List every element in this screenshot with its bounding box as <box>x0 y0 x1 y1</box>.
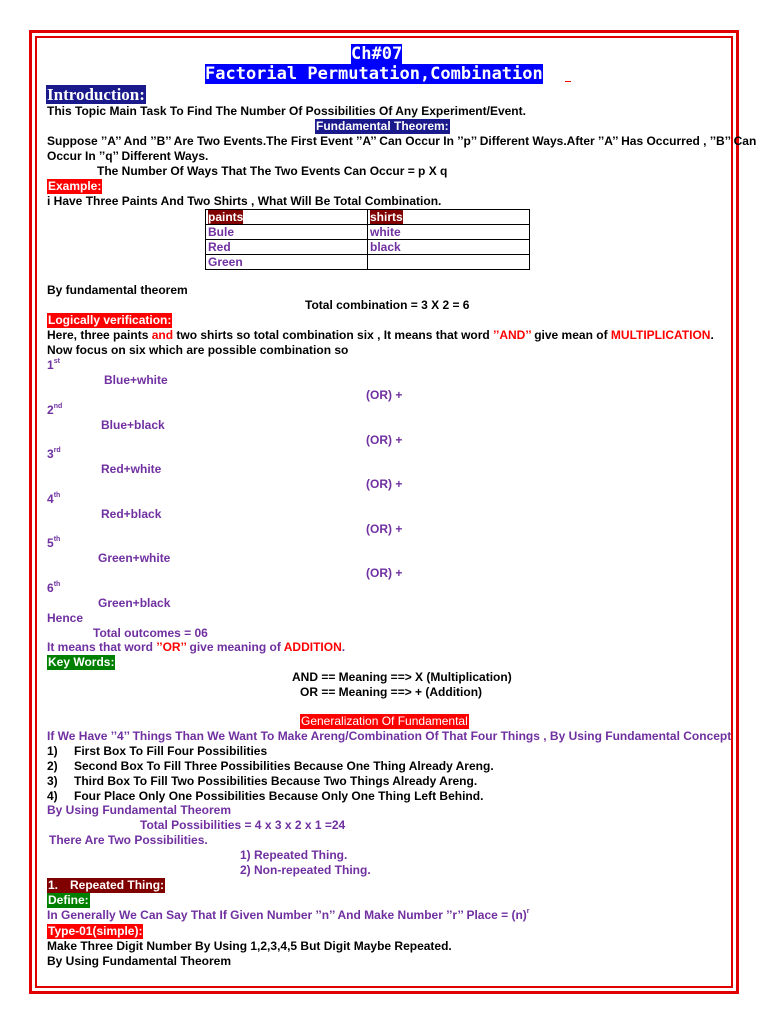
total-combination: Total combination = 3 X 2 = 6 <box>305 298 470 312</box>
table-cell: Red <box>206 240 368 255</box>
intro-text: This Topic Main Task To Find The Number Of Possibilities Of Any Experiment/Event. <box>47 104 526 118</box>
or-plus: (OR) + <box>366 566 403 580</box>
logic-label: Logically verification: <box>48 313 172 327</box>
step-number: 3) <box>47 774 58 788</box>
ordinal-num: 3 <box>47 447 54 461</box>
repeated-heading-text: Repeated Thing: <box>70 878 165 892</box>
example-label: Example: <box>48 179 102 193</box>
table-cell: white <box>368 225 530 240</box>
item-ordinal <box>47 536 60 551</box>
ordinal-num: 5 <box>47 536 54 550</box>
step-number: 4) <box>47 789 58 803</box>
type-by-theorem: By Using Fundamental Theorem <box>47 954 232 968</box>
or-plus: (OR) + <box>366 477 403 491</box>
combination-item: Red+black <box>101 507 162 521</box>
item-ordinal <box>47 447 61 462</box>
fundamental-formula: The Number Of Ways That The Two Events Can Occur = p X q <box>97 164 448 178</box>
combination-item: Red+white <box>101 462 162 476</box>
logic-line1 <box>47 328 714 343</box>
possibility-repeated: 1) Repeated Thing. <box>240 848 348 862</box>
generalization-intro: If We Have ’’4’’ Things Than We Want To Make Areng/Combination Of That Four Things , By Using Fundamental Concept <box>47 729 732 743</box>
combination-item: Blue+white <box>104 373 168 387</box>
type-question: Make Three Digit Number By Using 1,2,3,4,5 But Digit Maybe Repeated. <box>47 939 452 953</box>
step-number: 2) <box>47 759 58 773</box>
combination-item: Blue+black <box>101 418 165 432</box>
table-row <box>206 240 530 255</box>
type-label: Type-01(simple): <box>48 924 143 938</box>
item-ordinal <box>47 403 62 418</box>
table-cell: black <box>368 240 530 255</box>
or-line-a: It means that word <box>47 640 157 654</box>
ordinal-num: 2 <box>47 403 54 417</box>
fundamental-line1: Suppose ’’A’’ And ’’B’’ Are Two Events.The First Event ’’A’’ Can Occur In ’’p’’ Different Ways.After ’’A’’ Has Occurred , ’’B’’ Can <box>47 134 757 148</box>
generalization-heading: Generalization Of Fundamental <box>301 714 468 728</box>
keyword-and: AND == Meaning ==> X (Multiplication) <box>292 670 512 684</box>
ordinal-sup: th <box>53 581 61 588</box>
paints-shirts-table <box>205 209 530 270</box>
chapter-title: Ch#07 <box>351 44 403 64</box>
keyword-or: OR == Meaning ==> + (Addition) <box>300 685 483 699</box>
ordinal-sup: nd <box>53 403 63 410</box>
logic-line1-d: . <box>710 328 714 342</box>
step-text: Four Place Only One Possibilities Because Only One Thing Left Behind. <box>74 789 484 803</box>
chapter-subject: Factorial Permutation,Combination <box>205 64 543 84</box>
table-cell: Green <box>206 255 368 270</box>
logic-and-quoted: ’’AND’’ <box>493 328 531 342</box>
table-header-cell <box>368 210 530 225</box>
ordinal-num: 6 <box>47 581 54 595</box>
table-cell <box>368 255 530 270</box>
keywords-label: Key Words: <box>48 655 115 669</box>
header-shirts: shirts <box>370 210 403 224</box>
combination-item: Green+black <box>98 596 171 610</box>
item-ordinal <box>47 581 60 596</box>
logic-line1-c: give mean of <box>530 328 611 342</box>
total-possibilities: Total Possibilities = 4 x 3 x 2 x 1 =24 <box>140 818 346 832</box>
ordinal-sup: rd <box>53 447 61 454</box>
or-quoted: ’’OR’’ <box>156 640 187 654</box>
example-question: i Have Three Paints And Two Shirts , What Will Be Total Combination. <box>47 194 442 208</box>
define-text-body: In Generally We Can Say That If Given Number ’’n’’ And Make Number ’’r’’ Place = (n) <box>47 908 527 922</box>
fundamental-line2: Occur In ’’q’’ Different Ways. <box>47 149 209 163</box>
or-line-b: give meaning of <box>186 640 284 654</box>
or-plus: (OR) + <box>366 433 403 447</box>
logic-line1-a: Here, three paints <box>47 328 152 342</box>
item-ordinal <box>47 358 60 373</box>
define-label: Define: <box>48 893 89 907</box>
by-using-theorem: By Using Fundamental Theorem <box>47 803 232 817</box>
or-plus: (OR) + <box>366 388 403 402</box>
logic-line1-b: two shirts so total combination six , It means that word <box>173 328 494 342</box>
by-fundamental-theorem: By fundamental theorem <box>47 283 188 297</box>
define-exponent: r <box>526 908 530 915</box>
addition-word: ADDITION <box>283 640 342 654</box>
item-ordinal <box>47 492 60 507</box>
title-underline-mark <box>565 81 571 82</box>
possibility-non-repeated: 2) Non-repeated Thing. <box>240 863 371 877</box>
step-text: Second Box To Fill Three Possibilities Because One Thing Already Areng. <box>74 759 494 773</box>
table-row <box>206 255 530 270</box>
total-outcomes: Total outcomes = 06 <box>93 626 208 640</box>
ordinal-num: 1 <box>47 358 54 372</box>
ordinal-sup: st <box>53 358 60 365</box>
ordinal-num: 4 <box>47 492 54 506</box>
step-number: 1) <box>47 744 58 758</box>
header-paints: paints <box>208 210 244 224</box>
repeated-heading-num: 1. <box>48 878 59 892</box>
ordinal-sup: th <box>53 492 61 499</box>
step-text: First Box To Fill Four Possibilities <box>74 744 268 758</box>
or-meaning-line <box>47 640 345 655</box>
intro-heading: Introduction: <box>47 85 145 104</box>
or-line-c: . <box>341 640 346 654</box>
or-plus: (OR) + <box>366 522 403 536</box>
fundamental-heading: Fundamental Theorem: <box>316 119 449 133</box>
logic-line2: Now focus on six which are possible combination so <box>47 343 349 357</box>
table-header-row <box>206 210 530 225</box>
table-header-cell <box>206 210 368 225</box>
logic-and-word: and <box>151 328 174 342</box>
table-row <box>206 225 530 240</box>
logic-multiplication: MULTIPLICATION <box>610 328 711 342</box>
table-cell: Bule <box>206 225 368 240</box>
step-text: Third Box To Fill Two Possibilities Because Two Things Already Areng. <box>74 774 478 788</box>
two-possibilities: There Are Two Possibilities. <box>49 833 208 847</box>
ordinal-sup: th <box>53 536 61 543</box>
define-text <box>47 908 530 923</box>
hence-label: Hence <box>47 611 84 625</box>
repeated-heading <box>47 878 165 893</box>
combination-item: Green+white <box>98 551 171 565</box>
